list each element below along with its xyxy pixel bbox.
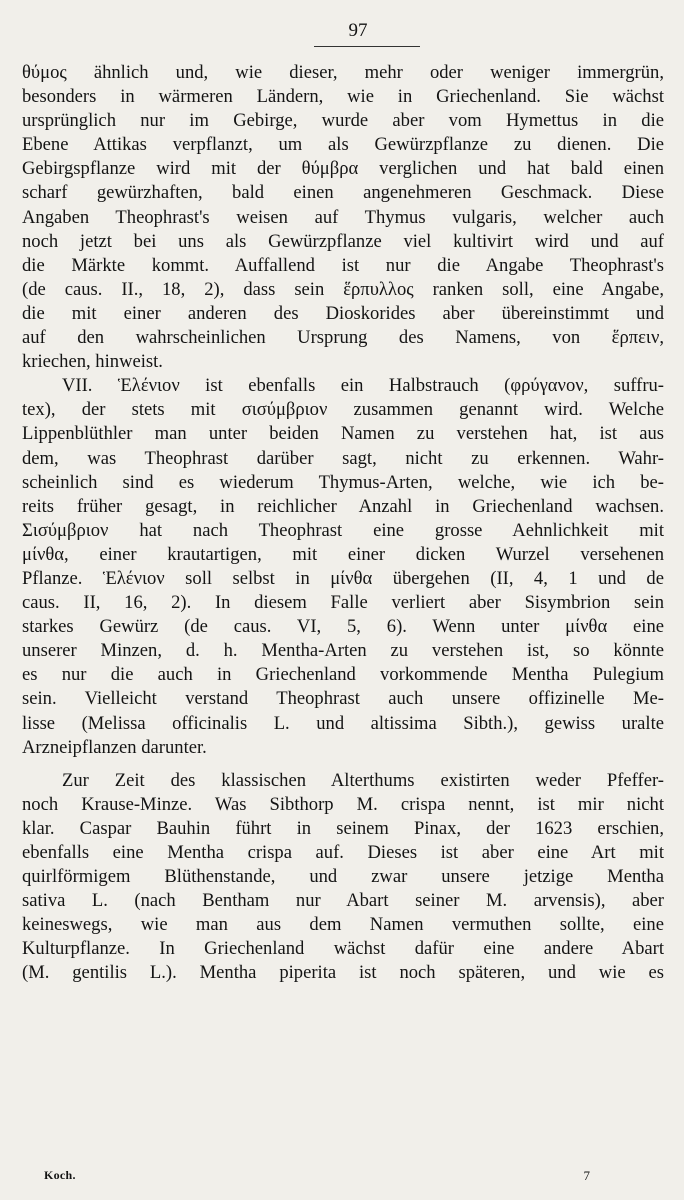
signature-number: 7 bbox=[583, 1168, 590, 1183]
text-line: Gebirgspflanze wird mit der θύμβρα verglichen und hat bald einen bbox=[22, 158, 664, 180]
text-line: die Märkte kommt. Auffallend ist nur die Angabe Theophrast's bbox=[22, 254, 664, 276]
text-line: lisse (Melissa officinalis L. und altissima Sibth.), gewiss uralte bbox=[22, 712, 664, 734]
text-line: quirlförmigem Blüthenstande, und zwar unsere jetzige Mentha bbox=[22, 866, 664, 888]
text-line: Kulturpflanze. In Griechenland wächst dafür eine andere Abart bbox=[22, 938, 664, 960]
text-line: starkes Gewürz (de caus. VI, 5, 6). Wenn unter μίνθα eine bbox=[22, 616, 664, 638]
text-line: caus. II, 16, 2). In diesem Falle verliert aber Sisymbrion sein bbox=[22, 592, 664, 614]
body-text bbox=[22, 61, 664, 986]
text-line: besonders in wärmeren Ländern, wie in Griechenland. Sie wächst bbox=[22, 86, 664, 108]
text-line: sein. Vielleicht verstand Theophrast auch unsere offizinelle Me- bbox=[22, 688, 664, 710]
page-number: 97 bbox=[348, 20, 368, 41]
text-line: μίνθα, einer krautartigen, mit einer dicken Wurzel versehenen bbox=[22, 543, 664, 565]
text-line: reits früher gesagt, in reichlicher Anzahl in Griechenland wachsen. bbox=[22, 495, 664, 517]
text-line: sativa L. (nach Bentham nur Abart seiner M. arvensis), aber bbox=[22, 890, 664, 912]
text-line: kriechen, hinweist. bbox=[22, 351, 163, 373]
text-line: klar. Caspar Bauhin führt in seinem Pinax, der 1623 erschien, bbox=[22, 817, 664, 839]
paragraph bbox=[22, 61, 664, 374]
text-line: auf den wahrscheinlichen Ursprung des Namens, von ἕρπειν, bbox=[22, 327, 664, 349]
text-line: scheinlich sind es wiederum Thymus-Arten, welche, wie ich be- bbox=[22, 471, 664, 493]
text-line: unserer Minzen, d. h. Mentha-Arten zu verstehen ist, so könnte bbox=[22, 640, 664, 662]
text-line: es nur die auch in Griechenland vorkommende Mentha Pulegium bbox=[22, 664, 664, 686]
text-line: (de caus. II., 18, 2), dass sein ἕρπυλλος ranken soll, eine Angabe, bbox=[22, 278, 664, 300]
text-line: Arzneipflanzen darunter. bbox=[22, 736, 207, 758]
text-line: Angaben Theophrast's weisen auf Thymus vulgaris, welcher auch bbox=[22, 206, 664, 228]
text-line: dem, was Theophrast darüber sagt, nicht zu erkennen. Wahr- bbox=[22, 447, 664, 469]
header-rule bbox=[314, 46, 420, 47]
text-line: ursprünglich nur im Gebirge, wurde aber vom Hymettus in die bbox=[22, 110, 664, 132]
text-line: keineswegs, wie man aus dem Namen vermuthen sollte, eine bbox=[22, 914, 664, 936]
text-line: tex), der stets mit σισύμβριον zusammen genannt wird. Welche bbox=[22, 399, 664, 421]
text-line: (M. gentilis L.). Mentha piperita ist noch späteren, und wie es bbox=[22, 962, 664, 984]
text-line: θύμος ähnlich und, wie dieser, mehr oder weniger immergrün, bbox=[22, 62, 664, 83]
text-line: Ebene Attikas verpflanzt, um als Gewürzpflanze zu dienen. Die bbox=[22, 134, 664, 156]
text-line: Zur Zeit des klassischen Alterthums existirten weder Pfeffer- bbox=[62, 769, 664, 791]
text-line: VII. Ἑλένιον ist ebenfalls ein Halbstrauch (φρύγανον, suffru- bbox=[62, 375, 664, 397]
text-line: Pflanze. Ἑλένιον soll selbst in μίνθα übergehen (II, 4, 1 und de bbox=[22, 567, 664, 589]
text-line: ebenfalls eine Mentha crispa auf. Dieses ist aber eine Art mit bbox=[22, 842, 664, 863]
paragraph-gap bbox=[22, 760, 664, 769]
paragraph bbox=[22, 374, 664, 760]
paragraph bbox=[22, 769, 664, 986]
text-line: noch jetzt bei uns als Gewürzpflanze viel kultivirt wird und auf bbox=[22, 230, 664, 252]
signature-mark: Koch. bbox=[44, 1168, 76, 1182]
text-line: scharf gewürzhaften, bald einen angenehmeren Geschmack. Diese bbox=[22, 182, 664, 204]
text-line: Lippenblüthler man unter beiden Namen zu verstehen hat, ist aus bbox=[22, 423, 664, 445]
text-line: Σισύμβριον hat nach Theophrast eine grosse Aehnlichkeit mit bbox=[22, 519, 664, 541]
text-line: noch Krause-Minze. Was Sibthorp M. crispa nennt, ist mir nicht bbox=[22, 793, 664, 815]
text-line: die mit einer anderen des Dioskorides aber übereinstimmt und bbox=[22, 302, 664, 324]
page-footer bbox=[44, 1168, 640, 1184]
